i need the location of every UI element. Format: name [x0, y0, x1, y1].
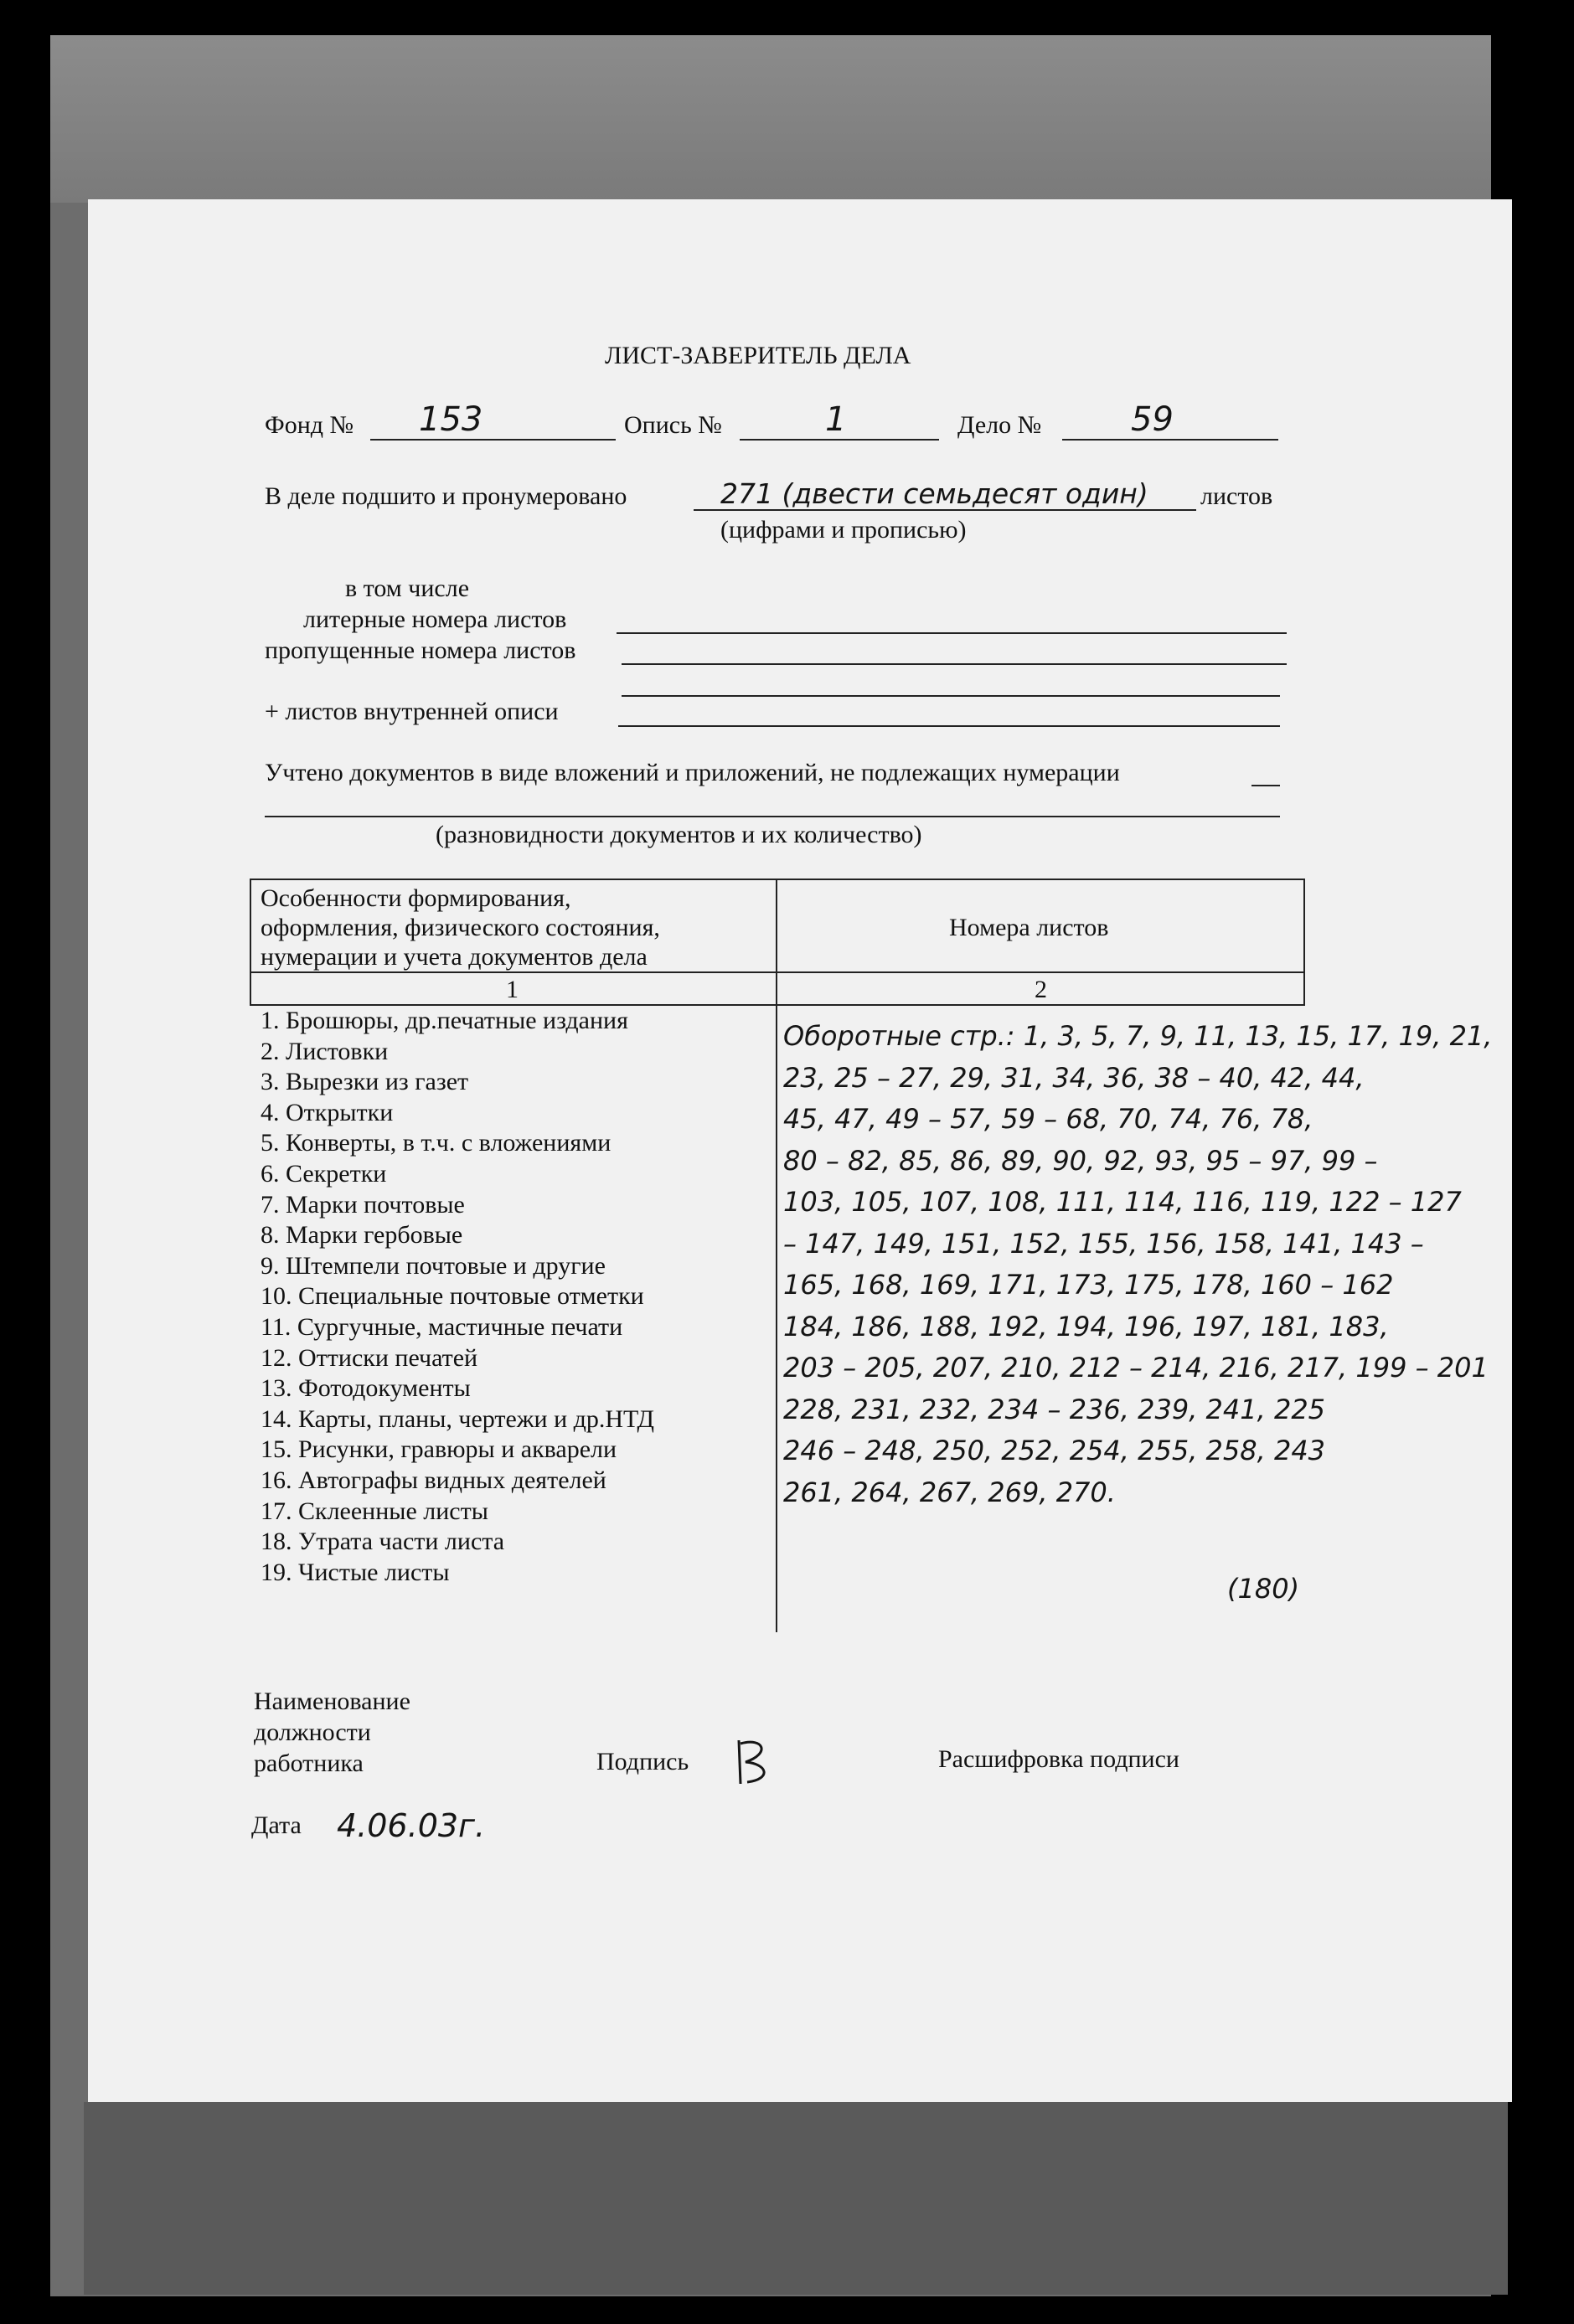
date-label: Дата [251, 1811, 302, 1839]
feature-item: 3. Вырезки из газет [261, 1068, 469, 1096]
signature-decode-label: Расшифровка подписи [938, 1745, 1179, 1773]
blank-line [622, 695, 1280, 697]
delo-value: 59 [1131, 400, 1174, 439]
position-label-line-3: работника [254, 1749, 364, 1777]
feature-item: 10. Специальные почтовые отметки [261, 1282, 644, 1311]
internal-inventory-line [618, 725, 1280, 727]
position-label-line-1: Наименование [254, 1688, 410, 1715]
feature-item: 12. Оттиски печатей [261, 1343, 478, 1372]
fond-value: 153 [419, 400, 483, 439]
handwritten-line: 184, 186, 188, 192, 194, 196, 197, 181, 183, [783, 1310, 1389, 1342]
handwritten-total: (180) [1227, 1573, 1300, 1605]
feature-item: 19. Чистые листы [261, 1558, 450, 1586]
fond-underline [370, 439, 616, 441]
handwritten-line: 228, 231, 232, 234 – 236, 239, 241, 225 [783, 1393, 1326, 1425]
position-label-line-2: должности [254, 1719, 371, 1746]
including-label: в том числе [345, 575, 470, 602]
folder-top-edge [50, 35, 1491, 203]
handwritten-line: 246 – 248, 250, 252, 254, 255, 258, 243 [783, 1435, 1326, 1466]
letter-numbers-line [617, 632, 1287, 634]
feature-item: 18. Утрата части листа [261, 1528, 505, 1556]
handwritten-line: 203 – 205, 207, 210, 212 – 214, 216, 217, 199 – 201 [783, 1352, 1489, 1384]
col1-header-line-1: Особенности формирования, [261, 884, 571, 912]
missing-numbers-line [622, 663, 1287, 665]
handwritten-line: 165, 168, 169, 171, 173, 175, 178, 160 – 162 [783, 1269, 1394, 1301]
docs-hint: (разновидности документов и их количество) [436, 821, 922, 848]
page-title: ЛИСТ-ЗАВЕРИТЕЛЬ ДЕЛА [605, 342, 911, 369]
opis-label: Опись № [624, 411, 722, 439]
col2-number: 2 [1035, 976, 1047, 1003]
feature-item: 13. Фотодокументы [261, 1374, 471, 1403]
col1-header-line-3: нумерации и учета документов дела [261, 943, 648, 971]
handwritten-line: Оборотные стр.: 1, 3, 5, 7, 9, 11, 13, 15, 17, 19, 21, [783, 1020, 1493, 1052]
col2-header: Номера листов [949, 914, 1109, 941]
docs-label: Учтено документов в виде вложений и приложений, не подлежащих нумерации [265, 759, 1120, 786]
handwritten-line: – 147, 149, 151, 152, 155, 156, 158, 141, 143 – [783, 1227, 1424, 1260]
feature-item: 6. Секретки [261, 1160, 387, 1188]
feature-item: 15. Рисунки, гравюры и акварели [261, 1435, 617, 1464]
col1-number: 1 [506, 976, 519, 1003]
feature-item: 2. Листовки [261, 1037, 389, 1065]
sewn-label: В деле подшито и пронумеровано [265, 482, 627, 510]
missing-numbers-label: пропущенные номера листов [265, 636, 576, 664]
sewn-suffix: листов [1200, 482, 1273, 510]
signature-mark [730, 1734, 781, 1792]
sewn-hint: (цифрами и прописью) [720, 516, 967, 544]
date-value: 4.06.03г. [337, 1807, 486, 1844]
feature-item: 4. Открытки [261, 1098, 394, 1126]
delo-label: Дело № [957, 411, 1042, 439]
table-column-divider [776, 879, 777, 1632]
feature-item: 16. Автографы видных деятелей [261, 1466, 606, 1494]
feature-item: 11. Сургучные, мастичные печати [261, 1313, 623, 1341]
handwritten-line: 80 – 82, 85, 86, 89, 90, 92, 93, 95 – 97, 99 – [783, 1144, 1378, 1177]
docs-short-line [1251, 785, 1280, 786]
opis-value: 1 [825, 400, 847, 439]
handwritten-line: 45, 47, 49 – 57, 59 – 68, 70, 74, 76, 78, [783, 1103, 1313, 1135]
folder-bottom-edge [84, 2102, 1508, 2295]
delo-underline [1062, 439, 1278, 441]
handwritten-line: 103, 105, 107, 108, 111, 114, 116, 119, 122 – 127 [783, 1186, 1462, 1218]
col1-header-line-2: оформления, физического состояния, [261, 914, 660, 941]
handwritten-line: 23, 25 – 27, 29, 31, 34, 36, 38 – 40, 42, 44, [783, 1061, 1365, 1094]
signature-label: Подпись [596, 1748, 689, 1775]
feature-item: 14. Карты, планы, чертежи и др.НТД [261, 1404, 654, 1433]
internal-inventory-label: + листов внутренней описи [265, 698, 559, 725]
feature-item: 7. Марки почтовые [261, 1190, 465, 1219]
fond-label: Фонд № [265, 411, 354, 439]
table-header-divider [250, 971, 1305, 973]
handwritten-line: 261, 264, 267, 269, 270. [783, 1476, 1116, 1508]
docs-line [265, 816, 1280, 817]
letter-numbers-label: литерные номера листов [303, 605, 567, 633]
feature-item: 5. Конверты, в т.ч. с вложениями [261, 1129, 612, 1157]
feature-item: 8. Марки гербовые [261, 1221, 463, 1250]
sewn-value: 271 (двести семьдесят один) [720, 477, 1148, 510]
feature-item: 9. Штемпели почтовые и другие [261, 1251, 606, 1280]
feature-item: 1. Брошюры, др.печатные издания [261, 1007, 628, 1034]
opis-underline [740, 439, 939, 441]
feature-item: 17. Склеенные листы [261, 1497, 488, 1525]
